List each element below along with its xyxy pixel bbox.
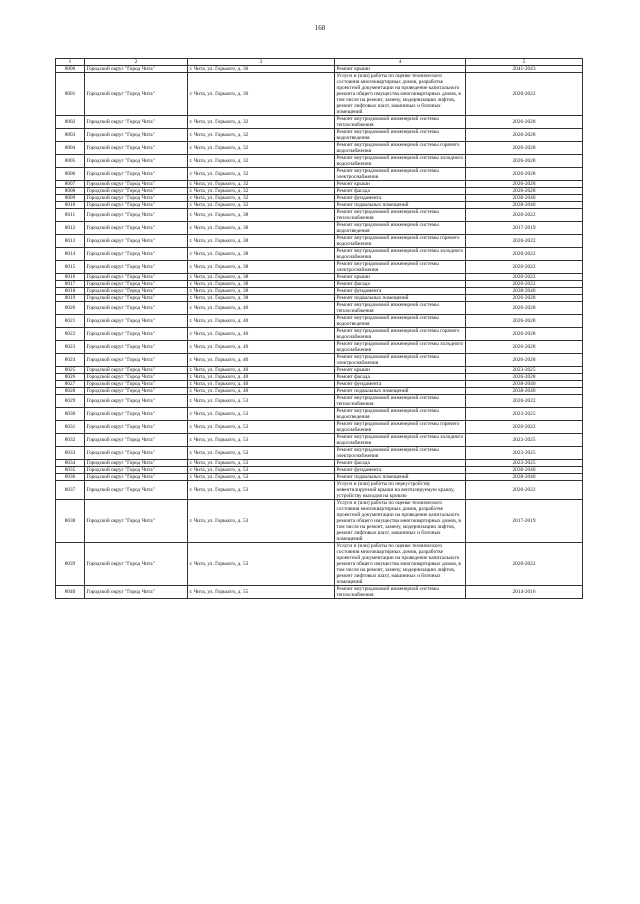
work-type-cell: Ремонт внутридомовой инженерной системы горячего водоснабжения xyxy=(335,235,466,248)
period-cell: 2026-2028 xyxy=(466,295,583,302)
municipality-cell: Городской округ "Город Чита" xyxy=(85,302,188,315)
municipality-cell: Городской округ "Город Чита" xyxy=(85,248,188,261)
period-cell: 2020-2022 xyxy=(466,261,583,274)
municipality-cell: Городской округ "Город Чита" xyxy=(85,328,188,341)
address-cell: г. Чита, ул. Горького, д. 32 xyxy=(188,181,335,188)
work-type-cell: Ремонт подвальных помещений xyxy=(335,474,466,481)
municipality-cell: Городской округ "Город Чита" xyxy=(85,500,188,543)
row-number-cell: 8022 xyxy=(56,328,85,341)
address-cell: г. Чита, ул. Горького, д. 38 xyxy=(188,281,335,288)
address-cell: г. Чита, ул. Горького, д. 30 xyxy=(188,66,335,73)
row-number-cell: 8012 xyxy=(56,222,85,235)
row-number-cell: 8031 xyxy=(56,421,85,434)
row-number-cell: 8037 xyxy=(56,481,85,500)
period-cell: 2020-2022 xyxy=(466,281,583,288)
work-type-cell: Ремонт фундамента xyxy=(335,195,466,202)
table-row xyxy=(56,202,583,209)
table-body xyxy=(56,66,583,599)
work-type-cell: Ремонт подвальных помещений xyxy=(335,295,466,302)
work-type-cell: Ремонт фасада xyxy=(335,460,466,467)
page-number: 168 xyxy=(314,24,326,32)
work-type-cell: Ремонт внутридомовой инженерной системы теплоснабжения xyxy=(335,209,466,222)
address-cell: г. Чита, ул. Горького, д. 53 xyxy=(188,500,335,543)
work-type-cell: Ремонт внутридомовой инженерной системы электроснабжения xyxy=(335,261,466,274)
row-number-cell: 8018 xyxy=(56,288,85,295)
municipality-cell: Городской округ "Город Чита" xyxy=(85,288,188,295)
address-cell: г. Чита, ул. Горького, д. 40 xyxy=(188,367,335,374)
address-cell: г. Чита, ул. Горького, д. 38 xyxy=(188,209,335,222)
period-cell: 2020-2022 xyxy=(466,421,583,434)
registry-table xyxy=(55,58,583,599)
table-row xyxy=(56,195,583,202)
work-type-cell: Ремонт внутридомовой инженерной системы водоотведения xyxy=(335,129,466,142)
municipality-cell: Городской округ "Город Чита" xyxy=(85,434,188,447)
row-number-cell: 8001 xyxy=(56,73,85,116)
table-row xyxy=(56,129,583,142)
address-cell: г. Чита, ул. Горького, д. 53 xyxy=(188,481,335,500)
address-cell: г. Чита, ул. Горького, д. 53 xyxy=(188,543,335,586)
municipality-cell: Городской округ "Город Чита" xyxy=(85,261,188,274)
municipality-cell: Городской округ "Город Чита" xyxy=(85,274,188,281)
municipality-cell: Городской округ "Город Чита" xyxy=(85,374,188,381)
work-type-cell: Ремонт фундамента xyxy=(335,467,466,474)
address-cell: г. Чита, ул. Горького, д. 53 xyxy=(188,474,335,481)
table-row xyxy=(56,543,583,586)
row-number-cell: 8011 xyxy=(56,209,85,222)
period-cell: 2026-2028 xyxy=(466,129,583,142)
table-row xyxy=(56,481,583,500)
municipality-cell: Городской округ "Город Чита" xyxy=(85,181,188,188)
table-row xyxy=(56,500,583,543)
work-type-cell: Ремонт внутридомовой инженерной системы электроснабжения xyxy=(335,354,466,367)
column-header: 4 xyxy=(335,59,466,66)
work-type-cell: Ремонт крыши xyxy=(335,66,466,73)
column-header: 3 xyxy=(188,59,335,66)
table-row xyxy=(56,281,583,288)
work-type-cell: Ремонт внутридомовой инженерной системы холодного водоснабжения xyxy=(335,434,466,447)
address-cell: г. Чита, ул. Горького, д. 38 xyxy=(188,295,335,302)
period-cell: 2020-2022 xyxy=(466,248,583,261)
address-cell: г. Чита, ул. Горького, д. 32 xyxy=(188,129,335,142)
row-number-cell: 8015 xyxy=(56,261,85,274)
table-row xyxy=(56,341,583,354)
municipality-cell: Городской округ "Город Чита" xyxy=(85,129,188,142)
period-cell: 2017-2019 xyxy=(466,500,583,543)
work-type-cell: Ремонт внутридомовой инженерной системы холодного водоснабжения xyxy=(335,248,466,261)
work-type-cell: Ремонт внутридомовой инженерной системы теплоснабжения xyxy=(335,302,466,315)
table-row xyxy=(56,142,583,155)
period-cell: 2020-2022 xyxy=(466,274,583,281)
work-type-cell: Ремонт внутридомовой инженерной системы холодного водоснабжения xyxy=(335,341,466,354)
column-header: 1 xyxy=(56,59,85,66)
municipality-cell: Городской округ "Город Чита" xyxy=(85,447,188,460)
table-row xyxy=(56,328,583,341)
table-row xyxy=(56,261,583,274)
address-cell: г. Чита, ул. Горького, д. 38 xyxy=(188,235,335,248)
row-number-cell: 8033 xyxy=(56,447,85,460)
period-cell: 2020-2022 xyxy=(466,209,583,222)
table-row xyxy=(56,586,583,599)
period-cell: 2026-2028 xyxy=(466,328,583,341)
period-cell: 2038-2040 xyxy=(466,388,583,395)
municipality-cell: Городской округ "Город Чита" xyxy=(85,202,188,209)
address-cell: г. Чита, ул. Горького, д. 40 xyxy=(188,328,335,341)
period-cell: 2017-2019 xyxy=(466,222,583,235)
municipality-cell: Городской округ "Город Чита" xyxy=(85,315,188,328)
municipality-cell: Городской округ "Город Чита" xyxy=(85,586,188,599)
table-row xyxy=(56,222,583,235)
municipality-cell: Городской округ "Город Чита" xyxy=(85,395,188,408)
row-number-cell: 8040 xyxy=(56,586,85,599)
period-cell: 2038-2040 xyxy=(466,195,583,202)
row-number-cell: 8032 xyxy=(56,434,85,447)
municipality-cell: Городской округ "Город Чита" xyxy=(85,168,188,181)
period-cell: 2026-2028 xyxy=(466,315,583,328)
work-type-cell: Ремонт фундамента xyxy=(335,381,466,388)
period-cell: 2020-2022 xyxy=(466,73,583,116)
period-cell: 2026-2028 xyxy=(466,354,583,367)
work-type-cell: Ремонт крыши xyxy=(335,181,466,188)
work-type-cell: Ремонт подвальных помещений xyxy=(335,202,466,209)
row-number-cell: 8005 xyxy=(56,155,85,168)
municipality-cell: Городской округ "Город Чита" xyxy=(85,367,188,374)
table-row xyxy=(56,188,583,195)
table-row xyxy=(56,168,583,181)
address-cell: г. Чита, ул. Горького, д. 32 xyxy=(188,155,335,168)
period-cell: 2026-2028 xyxy=(466,181,583,188)
table-row xyxy=(56,315,583,328)
work-type-cell: Услуги и (или) работы по оценке технического состояния многоквартирных домов, разработке проектной документации на проведение капитального ремонта общего имущества многоквартирных домов, в том числе на ремонт, замену, модернизацию лифтов, ремонт лифтовых шахт, машинных и блочных помещений xyxy=(335,73,466,116)
municipality-cell: Городской округ "Город Чита" xyxy=(85,142,188,155)
work-type-cell: Ремонт фасада xyxy=(335,281,466,288)
period-cell: 2038-2040 xyxy=(466,202,583,209)
municipality-cell: Городской округ "Город Чита" xyxy=(85,388,188,395)
municipality-cell: Городской округ "Город Чита" xyxy=(85,73,188,116)
address-cell: г. Чита, ул. Горького, д. 30 xyxy=(188,73,335,116)
row-number-cell: 8014 xyxy=(56,248,85,261)
period-cell: 2038-2040 xyxy=(466,474,583,481)
municipality-cell: Городской округ "Город Чита" xyxy=(85,66,188,73)
address-cell: г. Чита, ул. Горького, д. 53 xyxy=(188,408,335,421)
table-row xyxy=(56,467,583,474)
row-number-cell: 8026 xyxy=(56,374,85,381)
row-number-cell: 8002 xyxy=(56,116,85,129)
row-number-cell: 8034 xyxy=(56,460,85,467)
table-row xyxy=(56,209,583,222)
address-cell: г. Чита, ул. Горького, д. 32 xyxy=(188,168,335,181)
work-type-cell: Ремонт внутридомовой инженерной системы горячего водоснабжения xyxy=(335,421,466,434)
period-cell: 2020-2022 xyxy=(466,543,583,586)
municipality-cell: Городской округ "Город Чита" xyxy=(85,354,188,367)
municipality-cell: Городской округ "Город Чита" xyxy=(85,195,188,202)
table-row xyxy=(56,235,583,248)
table-row xyxy=(56,474,583,481)
table-row xyxy=(56,288,583,295)
period-cell: 2023-2025 xyxy=(466,460,583,467)
work-type-cell: Ремонт внутридомовой инженерной системы водоотведения xyxy=(335,222,466,235)
work-type-cell: Ремонт внутридомовой инженерной системы горячего водоснабжения xyxy=(335,142,466,155)
row-number-cell: 8027 xyxy=(56,381,85,388)
period-cell: 2038-2040 xyxy=(466,381,583,388)
address-cell: г. Чита, ул. Горького, д. 40 xyxy=(188,388,335,395)
period-cell: 2023-2025 xyxy=(466,447,583,460)
row-number-cell: 8016 xyxy=(56,274,85,281)
table-row xyxy=(56,248,583,261)
table-row xyxy=(56,302,583,315)
table-row xyxy=(56,395,583,408)
work-type-cell: Ремонт внутридомовой инженерной системы теплоснабжения xyxy=(335,586,466,599)
period-cell: 2038-2040 xyxy=(466,288,583,295)
municipality-cell: Городской округ "Город Чита" xyxy=(85,295,188,302)
table-row xyxy=(56,374,583,381)
table-row xyxy=(56,447,583,460)
row-number-cell: 8003 xyxy=(56,129,85,142)
work-type-cell: Ремонт внутридомовой инженерной системы холодного водоснабжения xyxy=(335,155,466,168)
municipality-cell: Городской округ "Город Чита" xyxy=(85,408,188,421)
period-cell: 2026-2028 xyxy=(466,142,583,155)
period-cell: 2023-2025 xyxy=(466,408,583,421)
row-number-cell: 8021 xyxy=(56,315,85,328)
work-type-cell: Ремонт внутридомовой инженерной системы электроснабжения xyxy=(335,168,466,181)
municipality-cell: Городской округ "Город Чита" xyxy=(85,155,188,168)
municipality-cell: Городской округ "Город Чита" xyxy=(85,209,188,222)
table-row xyxy=(56,66,583,73)
row-number-cell: 8007 xyxy=(56,181,85,188)
table-row xyxy=(56,381,583,388)
municipality-cell: Городской округ "Город Чита" xyxy=(85,235,188,248)
municipality-cell: Городской округ "Город Чита" xyxy=(85,460,188,467)
address-cell: г. Чита, ул. Горького, д. 38 xyxy=(188,261,335,274)
address-cell: г. Чита, ул. Горького, д. 55 xyxy=(188,586,335,599)
address-cell: г. Чита, ул. Горького, д. 32 xyxy=(188,195,335,202)
municipality-cell: Городской округ "Город Чита" xyxy=(85,481,188,500)
row-number-cell: 8010 xyxy=(56,202,85,209)
work-type-cell: Ремонт фундамента xyxy=(335,288,466,295)
municipality-cell: Городской округ "Город Чита" xyxy=(85,474,188,481)
address-cell: г. Чита, ул. Горького, д. 40 xyxy=(188,341,335,354)
row-number-cell: 8025 xyxy=(56,367,85,374)
address-cell: г. Чита, ул. Горького, д. 38 xyxy=(188,248,335,261)
address-cell: г. Чита, ул. Горького, д. 53 xyxy=(188,421,335,434)
row-number-cell: 8028 xyxy=(56,388,85,395)
address-cell: г. Чита, ул. Горького, д. 53 xyxy=(188,447,335,460)
work-type-cell: Услуги и (или) работы по переустройству невентилируемой крыши на вентилируемую крышу, устройству выходов на кровлю xyxy=(335,481,466,500)
work-type-cell: Ремонт фасада xyxy=(335,188,466,195)
row-number-cell: 8009 xyxy=(56,195,85,202)
table-row xyxy=(56,460,583,467)
row-number-cell: 8030 xyxy=(56,408,85,421)
table-row xyxy=(56,73,583,116)
period-cell: 2023-2025 xyxy=(466,367,583,374)
column-header: 2 xyxy=(85,59,188,66)
work-type-cell: Ремонт внутридомовой инженерной системы водоотведения xyxy=(335,315,466,328)
address-cell: г. Чита, ул. Горького, д. 32 xyxy=(188,202,335,209)
period-cell: 2014-2016 xyxy=(466,586,583,599)
row-number-cell: 8006 xyxy=(56,168,85,181)
address-cell: г. Чита, ул. Горького, д. 40 xyxy=(188,354,335,367)
row-number-cell: 8038 xyxy=(56,500,85,543)
address-cell: г. Чита, ул. Горького, д. 53 xyxy=(188,467,335,474)
row-number-cell: 8023 xyxy=(56,341,85,354)
municipality-cell: Городской округ "Город Чита" xyxy=(85,543,188,586)
table-header-row xyxy=(56,59,583,66)
address-cell: г. Чита, ул. Горького, д. 40 xyxy=(188,302,335,315)
period-cell: 2020-2022 xyxy=(466,235,583,248)
period-cell: 2026-2028 xyxy=(466,374,583,381)
work-type-cell: Услуги и (или) работы по оценке технического состояния многоквартирных домов, разработке проектной документации на проведение капитального ремонта общего имущества многоквартирных домов, в том числе на ремонт, замену, модернизацию лифтов, ремонт лифтовых шахт, машинных и блочных помещений xyxy=(335,543,466,586)
address-cell: г. Чита, ул. Горького, д. 38 xyxy=(188,274,335,281)
work-type-cell: Ремонт внутридомовой инженерной системы водоотведения xyxy=(335,408,466,421)
column-header: 5 xyxy=(466,59,583,66)
municipality-cell: Городской округ "Город Чита" xyxy=(85,341,188,354)
address-cell: г. Чита, ул. Горького, д. 40 xyxy=(188,374,335,381)
row-number-cell: 8024 xyxy=(56,354,85,367)
row-number-cell: 8029 xyxy=(56,395,85,408)
work-type-cell: Ремонт внутридомовой инженерной системы теплоснабжения xyxy=(335,116,466,129)
table-row xyxy=(56,155,583,168)
row-number-cell: 8039 xyxy=(56,543,85,586)
address-cell: г. Чита, ул. Горького, д. 53 xyxy=(188,395,335,408)
row-number-cell: 8008 xyxy=(56,188,85,195)
table-row xyxy=(56,388,583,395)
table-row xyxy=(56,354,583,367)
row-number-cell: 8017 xyxy=(56,281,85,288)
address-cell: г. Чита, ул. Горького, д. 53 xyxy=(188,460,335,467)
period-cell: 2020-2022 xyxy=(466,481,583,500)
address-cell: г. Чита, ул. Горького, д. 38 xyxy=(188,288,335,295)
work-type-cell: Ремонт подвальных помещений xyxy=(335,388,466,395)
address-cell: г. Чита, ул. Горького, д. 32 xyxy=(188,142,335,155)
period-cell: 2023-2025 xyxy=(466,434,583,447)
table-row xyxy=(56,367,583,374)
address-cell: г. Чита, ул. Горького, д. 40 xyxy=(188,315,335,328)
period-cell: 2020-2022 xyxy=(466,395,583,408)
work-type-cell: Ремонт внутридомовой инженерной системы теплоснабжения xyxy=(335,395,466,408)
row-number-cell: 8035 xyxy=(56,467,85,474)
period-cell: 2026-2028 xyxy=(466,168,583,181)
row-number-cell: 8019 xyxy=(56,295,85,302)
municipality-cell: Городской округ "Город Чита" xyxy=(85,116,188,129)
table-row xyxy=(56,181,583,188)
table-row xyxy=(56,421,583,434)
address-cell: г. Чита, ул. Горького, д. 38 xyxy=(188,222,335,235)
row-number-cell: 8004 xyxy=(56,142,85,155)
row-number-cell: 8013 xyxy=(56,235,85,248)
address-cell: г. Чита, ул. Горького, д. 32 xyxy=(188,188,335,195)
municipality-cell: Городской округ "Город Чита" xyxy=(85,381,188,388)
table-row xyxy=(56,116,583,129)
municipality-cell: Городской округ "Город Чита" xyxy=(85,467,188,474)
period-cell: 2041-2043 xyxy=(466,66,583,73)
row-number-cell: 8020 xyxy=(56,302,85,315)
period-cell: 2026-2028 xyxy=(466,341,583,354)
period-cell: 2026-2028 xyxy=(466,155,583,168)
municipality-cell: Городской округ "Город Чита" xyxy=(85,222,188,235)
work-type-cell: Услуги и (или) работы по оценке технического состояния многоквартирных домов, разработке проектной документации на проведение капитального ремонта общего имущества многоквартирных домов, в том числе на ремонт, замену, модернизацию лифтов, ремонт лифтовых шахт, машинных и блочных помещений xyxy=(335,500,466,543)
work-type-cell: Ремонт крыши xyxy=(335,367,466,374)
address-cell: г. Чита, ул. Горького, д. 53 xyxy=(188,434,335,447)
municipality-cell: Городской округ "Город Чита" xyxy=(85,421,188,434)
work-type-cell: Ремонт внутридомовой инженерной системы горячего водоснабжения xyxy=(335,328,466,341)
period-cell: 2026-2028 xyxy=(466,302,583,315)
work-type-cell: Ремонт фасада xyxy=(335,374,466,381)
work-type-cell: Ремонт крыши xyxy=(335,274,466,281)
period-cell: 2026-2028 xyxy=(466,116,583,129)
address-cell: г. Чита, ул. Горького, д. 40 xyxy=(188,381,335,388)
work-type-cell: Ремонт внутридомовой инженерной системы электроснабжения xyxy=(335,447,466,460)
table-row xyxy=(56,295,583,302)
table-row xyxy=(56,434,583,447)
row-number-cell: 8036 xyxy=(56,474,85,481)
municipality-cell: Городской округ "Город Чита" xyxy=(85,188,188,195)
table-row xyxy=(56,274,583,281)
address-cell: г. Чита, ул. Горького, д. 32 xyxy=(188,116,335,129)
municipality-cell: Городской округ "Город Чита" xyxy=(85,281,188,288)
period-cell: 2026-2028 xyxy=(466,188,583,195)
row-number-cell: 8000 xyxy=(56,66,85,73)
period-cell: 2038-2040 xyxy=(466,467,583,474)
table-row xyxy=(56,408,583,421)
